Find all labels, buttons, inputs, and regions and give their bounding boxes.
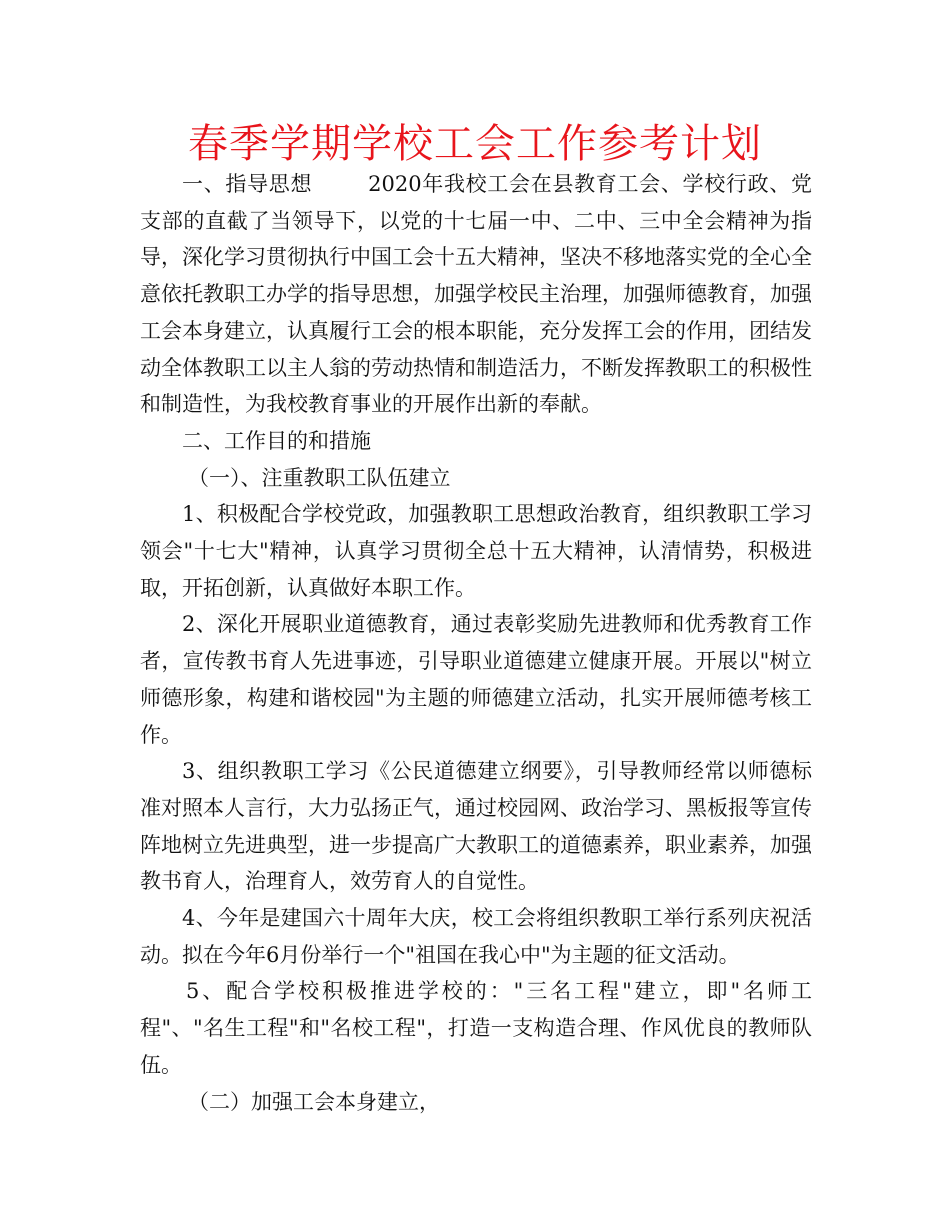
list-item: 2、深化开展职业道德教育，通过表彰奖励先进教师和优秀教育工作者，宣传教书育人先进事迹，引导职业道德建立健康开展。开展以"树立师德形象，构建和谐校园"为主题的师德建立活动，扎实开展师德考核工作。 bbox=[140, 612, 812, 747]
list-item: 1、积极配合学校党政，加强教职工思想政治教育，组织教职工学习领会"十七大"精神，认真学习贯彻全总十五大精神，认清情势，积极进取，开拓创新，认真做好本职工作。 bbox=[140, 502, 812, 600]
section1-paragraph bbox=[140, 166, 812, 423]
section2-heading: 二、工作目的和措施 bbox=[182, 428, 371, 453]
list-item: 5、配合学校积极推进学校的："三名工程"建立，即"名师工程"、"名生工程"和"名校工程"，打造一支构造合理、作风优良的教师队伍。 bbox=[140, 979, 812, 1077]
page-title: 春季学期学校工会工作参考计划 bbox=[188, 121, 762, 167]
subsection2-heading: （二）加强工会本身建立， bbox=[188, 1089, 440, 1114]
list-item: 3、组织教职工学习《公民道德建立纲要》，引导教师经常以师德标准对照本人言行，大力弘扬正气，通过校园网、政治学习、黑板报等宣传阵地树立先进典型，进一步提高广大教职工的道德素养，职业素养，加强教书育人，治理育人，效劳育人的自觉性。 bbox=[140, 759, 812, 894]
subsection1-heading: （一）、注重教职工队伍建立 bbox=[188, 465, 451, 490]
list-item: 4、今年是建国六十周年大庆，校工会将组织教职工举行系列庆祝活动。拟在今年6月份举行一个"祖国在我心中"为主题的征文活动。 bbox=[140, 906, 812, 967]
section1-body: 2020年我校工会在县教育工会、学校行政、党支部的直截了当领导下，以党的十七届一中、二中、三中全会精神为指导，深化学习贯彻执行中国工会十五大精神，坚决不移地落实党的全心全意依托教职工办学的指导思想，加强学校民主治理，加强师德教育，加强工会本身建立，认真履行工会的根本职能，充分发挥工会的作用，团结发动全体教职工以主人翁的劳动热情和制造活力，不断发挥教职工的积极性和制造性，为我校教育事业的开展作出新的奉献。 bbox=[140, 172, 812, 417]
section1-heading: 一、指导思想 bbox=[182, 172, 313, 196]
document-body bbox=[140, 166, 812, 1120]
